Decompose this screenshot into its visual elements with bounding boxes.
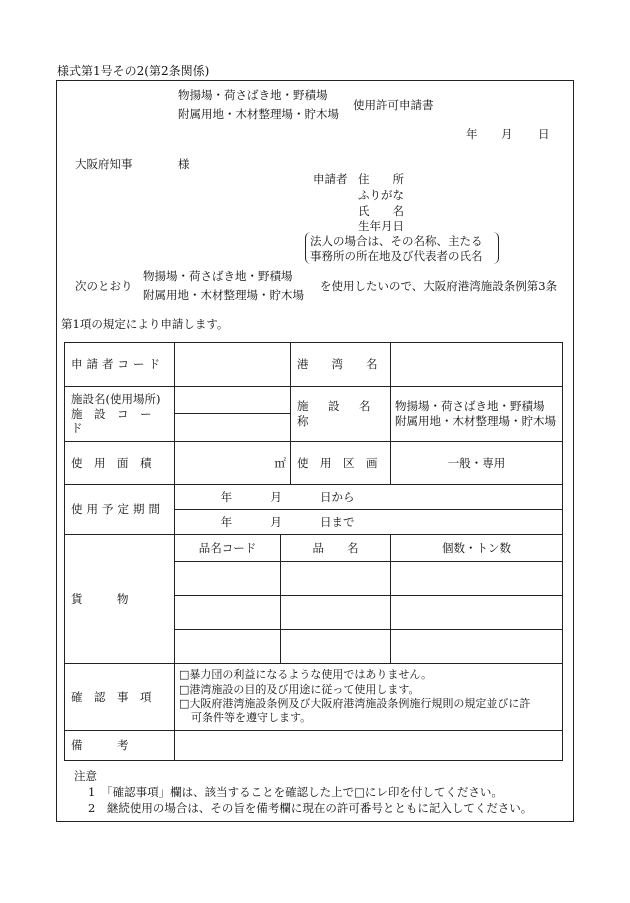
remarks-field[interactable] xyxy=(175,731,563,761)
cargo-header-code: 品名コード xyxy=(175,535,281,562)
form-number: 様式第1号その2(第2条関係) xyxy=(57,64,210,78)
notes-title: 注意 xyxy=(74,769,97,783)
cargo-row1-code[interactable] xyxy=(175,562,281,596)
cargo-row2-quantity[interactable] xyxy=(391,596,563,630)
use-category-value: 一般・専用 xyxy=(391,442,563,485)
period-from-day: 日から xyxy=(319,489,355,504)
confirm-items[interactable] xyxy=(175,664,563,731)
cargo-row1-name[interactable] xyxy=(281,562,391,596)
header-facility-line1: 物揚場・荷さばき地・野積場 xyxy=(178,88,328,102)
area-field[interactable] xyxy=(175,442,291,485)
area-unit: ㎡ xyxy=(274,455,286,470)
cargo-row3-name[interactable] xyxy=(281,630,391,664)
period-to-day: 日まで xyxy=(319,514,355,529)
facility-place-label xyxy=(65,387,175,442)
body-continuation: 第1項の規定により申請します。 xyxy=(61,317,229,331)
cargo-row3-code[interactable] xyxy=(175,630,281,664)
body-prefix: 次のとおり xyxy=(75,279,133,293)
body-facility-line1: 物揚場・荷さばき地・野積場 xyxy=(143,269,293,283)
applicant-label: 申請者 xyxy=(313,172,348,186)
cargo-row1-quantity[interactable] xyxy=(391,562,563,596)
remarks-label: 備 考 xyxy=(65,731,175,761)
applicant-address-label: 住 所 xyxy=(358,172,404,186)
date-year: 年 xyxy=(466,127,478,141)
port-name-field[interactable] xyxy=(391,343,563,387)
period-to-year: 年 xyxy=(220,514,233,529)
port-name-label: 港 湾 名 xyxy=(291,343,391,387)
note-1: 1 「確認事項」欄は、該当することを確認した上で□にレ印を付してください。 xyxy=(88,785,503,799)
header-facility-line2: 附属用地・木材整理場・貯木場 xyxy=(178,107,339,121)
application-table xyxy=(64,342,563,761)
cargo-header-name: 品 名 xyxy=(281,535,391,562)
period-to-month: 月 xyxy=(270,514,282,529)
period-from-year: 年 xyxy=(220,489,233,504)
confirm-item-2[interactable]: □港湾施設の目的及び用途に従って使用します。 xyxy=(179,682,420,696)
facility-place-label-line1: 施設名(使用場所) xyxy=(71,391,161,406)
period-from-row[interactable] xyxy=(175,485,563,510)
addressee-name: 大阪府知事 xyxy=(75,157,133,171)
applicant-furigana-label: ふりがな xyxy=(358,188,404,202)
facility-name-value-line2: 附属用地・木材整理場・貯木場 xyxy=(395,414,556,428)
period-label: 使用予定期間 xyxy=(65,485,175,535)
applicant-code-label: 申請者コード xyxy=(65,343,175,387)
applicant-name-label: 氏 名 xyxy=(358,204,404,218)
facility-name-value xyxy=(391,387,563,442)
body-suffix: を使用したいので、大阪府港湾施設条例第3条 xyxy=(320,279,558,293)
note-2: 2 継続使用の場合は、その旨を備考欄に現在の許可番号とともに記入してください。 xyxy=(88,801,533,815)
applicant-code-field[interactable] xyxy=(175,343,291,387)
date-month: 月 xyxy=(501,127,513,141)
facility-code-field[interactable] xyxy=(175,414,291,442)
period-to-row[interactable] xyxy=(175,510,563,535)
notes xyxy=(74,768,532,816)
date-day: 日 xyxy=(538,127,550,141)
confirm-label: 確 認 事 項 xyxy=(65,664,175,731)
document-title: 使用許可申請書 xyxy=(353,98,434,112)
corporate-note-line1: 法人の場合は、その名称、主たる xyxy=(310,234,483,248)
confirm-item-3[interactable]: □大阪府港湾施設条例及び大阪府港湾施設条例施行規則の規定並びに許 xyxy=(179,697,531,710)
cargo-row3-quantity[interactable] xyxy=(391,630,563,664)
facility-place-field[interactable] xyxy=(175,387,291,414)
addressee-honorific: 様 xyxy=(178,157,190,171)
confirm-item-3-cont: 可条件等を遵守します。 xyxy=(191,711,312,725)
applicant-birth-label: 生年月日 xyxy=(358,219,404,233)
corporate-note-line2: 事務所の所在地及び代表者の氏名 xyxy=(310,249,483,263)
cargo-row2-code[interactable] xyxy=(175,596,281,630)
area-label: 使 用 面 積 xyxy=(65,442,175,485)
cargo-row2-name[interactable] xyxy=(281,596,391,630)
body-facility-line2: 附属用地・木材整理場・貯木場 xyxy=(143,288,304,302)
cargo-label: 貨 物 xyxy=(65,535,175,664)
facility-name-value-line1: 物揚場・荷さばき地・野積場 xyxy=(395,399,545,414)
facility-code-label: 施 設 コ ー ド xyxy=(71,406,163,436)
confirm-item-1[interactable]: □暴力団の利益になるような使用ではありません。 xyxy=(179,668,433,682)
facility-name-label: 施 設 名 称 xyxy=(291,387,391,442)
use-category-label: 使 用 区 画 xyxy=(291,442,391,485)
period-from-month: 月 xyxy=(270,489,282,504)
cargo-header-quantity: 個数・トン数 xyxy=(391,535,563,562)
